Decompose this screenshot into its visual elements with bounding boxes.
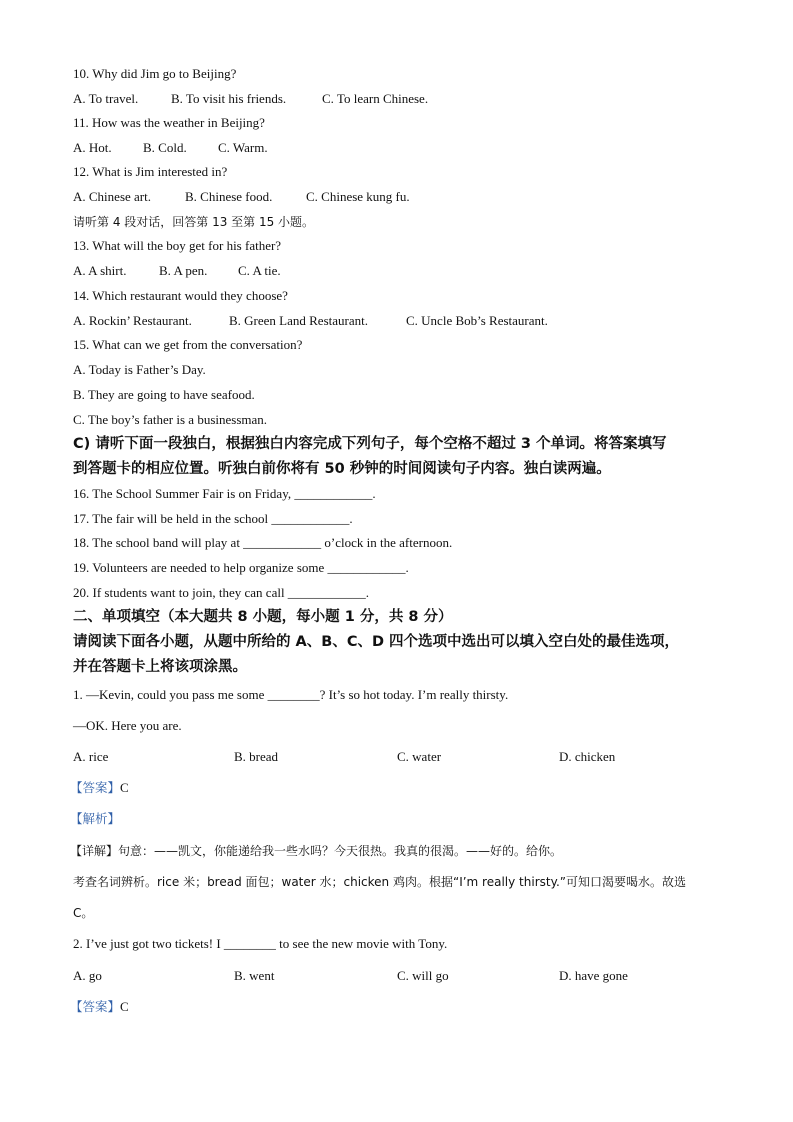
q15-option-a: A. Today is Father’s Day. [73,362,206,377]
mc1-detail: 句意：——凯文，你能递给我一些水吗？今天很热。我真的很渴。——好的。给你。 [118,844,563,858]
question-11: 11. How was the weather in Beijing? [73,115,265,130]
mc1-answer: C [120,780,129,795]
q13-option-b: B. A pen. [159,263,208,278]
q15-option-c: C. The boy’s father is a businessman. [73,412,268,427]
mc1-answer-line [70,780,129,796]
question-12: 12. What is Jim interested in? [73,164,228,179]
q13-option-c: C. A tie. [238,263,281,278]
mc1-detail-line [70,843,562,859]
q11-option-a: A. Hot. [73,140,112,155]
dialog-4-instruction: 请听第 4 段对话，回答第 13 至第 15 小题。 [73,215,315,229]
section-c-instruction-line2: 到答题卡的相应位置。听独白前你将有 50 秒钟的时间阅读句子内容。独白读两遍。 [73,461,611,477]
question-17: 17. The fair will be held in the school ____________. [73,511,353,526]
mc2-answer-line [70,999,129,1015]
question-10: 10. Why did Jim go to Beijing? [73,66,237,81]
q14-option-a: A. Rockin’ Restaurant. [73,313,192,328]
section-c-instruction-line1: C) 请听下面一段独白，根据独白内容完成下列句子，每个空格不超过 3 个单词。将答案填写 [73,436,667,452]
question-19: 19. Volunteers are needed to help organize some ____________. [73,560,409,575]
part-2-title: 二、单项填空（本大题共 8 小题，每小题 1 分，共 8 分） [73,609,453,625]
q11-option-c: C. Warm. [218,140,268,155]
q13-option-a: A. A shirt. [73,263,127,278]
mc2-option-d: D. have gone [559,968,628,983]
question-18: 18. The school band will play at ____________ o’clock in the afternoon. [73,535,453,550]
mc2-question: 2. I’ve just got two tickets! I ________ to see the new movie with Tony. [73,936,448,951]
mc1-option-d: D. chicken [559,749,616,764]
q12-option-a: A. Chinese art. [73,189,151,204]
mc1-explanation-line1: 考查名词辨析。rice 米；bread 面包；water 水；chicken 鸡肉。根据“I’m really thirsty.”可知口渴要喝水。故选 [73,875,687,889]
q10-option-c: C. To learn Chinese. [322,91,429,106]
q15-option-b: B. They are going to have seafood. [73,387,255,402]
part-2-instruction-line2: 并在答题卡上将该项涂黑。 [73,659,247,675]
mc2-answer: C [120,999,129,1014]
question-16: 16. The School Summer Fair is on Friday, ____________. [73,486,376,501]
analysis-tag: 【解析】 [70,811,121,826]
mc1-analysis-line [70,811,120,827]
answer-tag: 【答案】 [70,999,121,1014]
question-20: 20. If students want to join, they can call ____________. [73,585,370,600]
question-14: 14. Which restaurant would they choose? [73,288,288,303]
mc1-response: —OK. Here you are. [73,718,182,733]
mc1-question: 1. —Kevin, could you pass me some ________? It’s so hot today. I’m really thirsty. [73,687,509,702]
mc1-option-c: C. water [397,749,442,764]
mc1-option-a: A. rice [73,749,109,764]
mc2-option-b: B. went [234,968,275,983]
detail-tag: 【详解】 [70,844,119,858]
question-13: 13. What will the boy get for his father? [73,238,282,253]
mc1-explanation-line2: C。 [73,906,94,920]
q10-option-a: A. To travel. [73,91,139,106]
q14-option-b: B. Green Land Restaurant. [229,313,368,328]
mc2-option-a: A. go [73,968,102,983]
q10-option-b: B. To visit his friends. [171,91,287,106]
answer-tag: 【答案】 [70,780,121,795]
q12-option-b: B. Chinese food. [185,189,273,204]
mc2-option-c: C. will go [397,968,449,983]
q11-option-b: B. Cold. [143,140,187,155]
q14-option-c: C. Uncle Bob’s Restaurant. [406,313,548,328]
q12-option-c: C. Chinese kung fu. [306,189,410,204]
mc1-option-b: B. bread [234,749,279,764]
part-2-instruction-line1: 请阅读下面各小题，从题中所给的 A、B、C、D 四个选项中选出可以填入空白处的最佳选项， [73,634,680,650]
question-15: 15. What can we get from the conversation? [73,337,303,352]
